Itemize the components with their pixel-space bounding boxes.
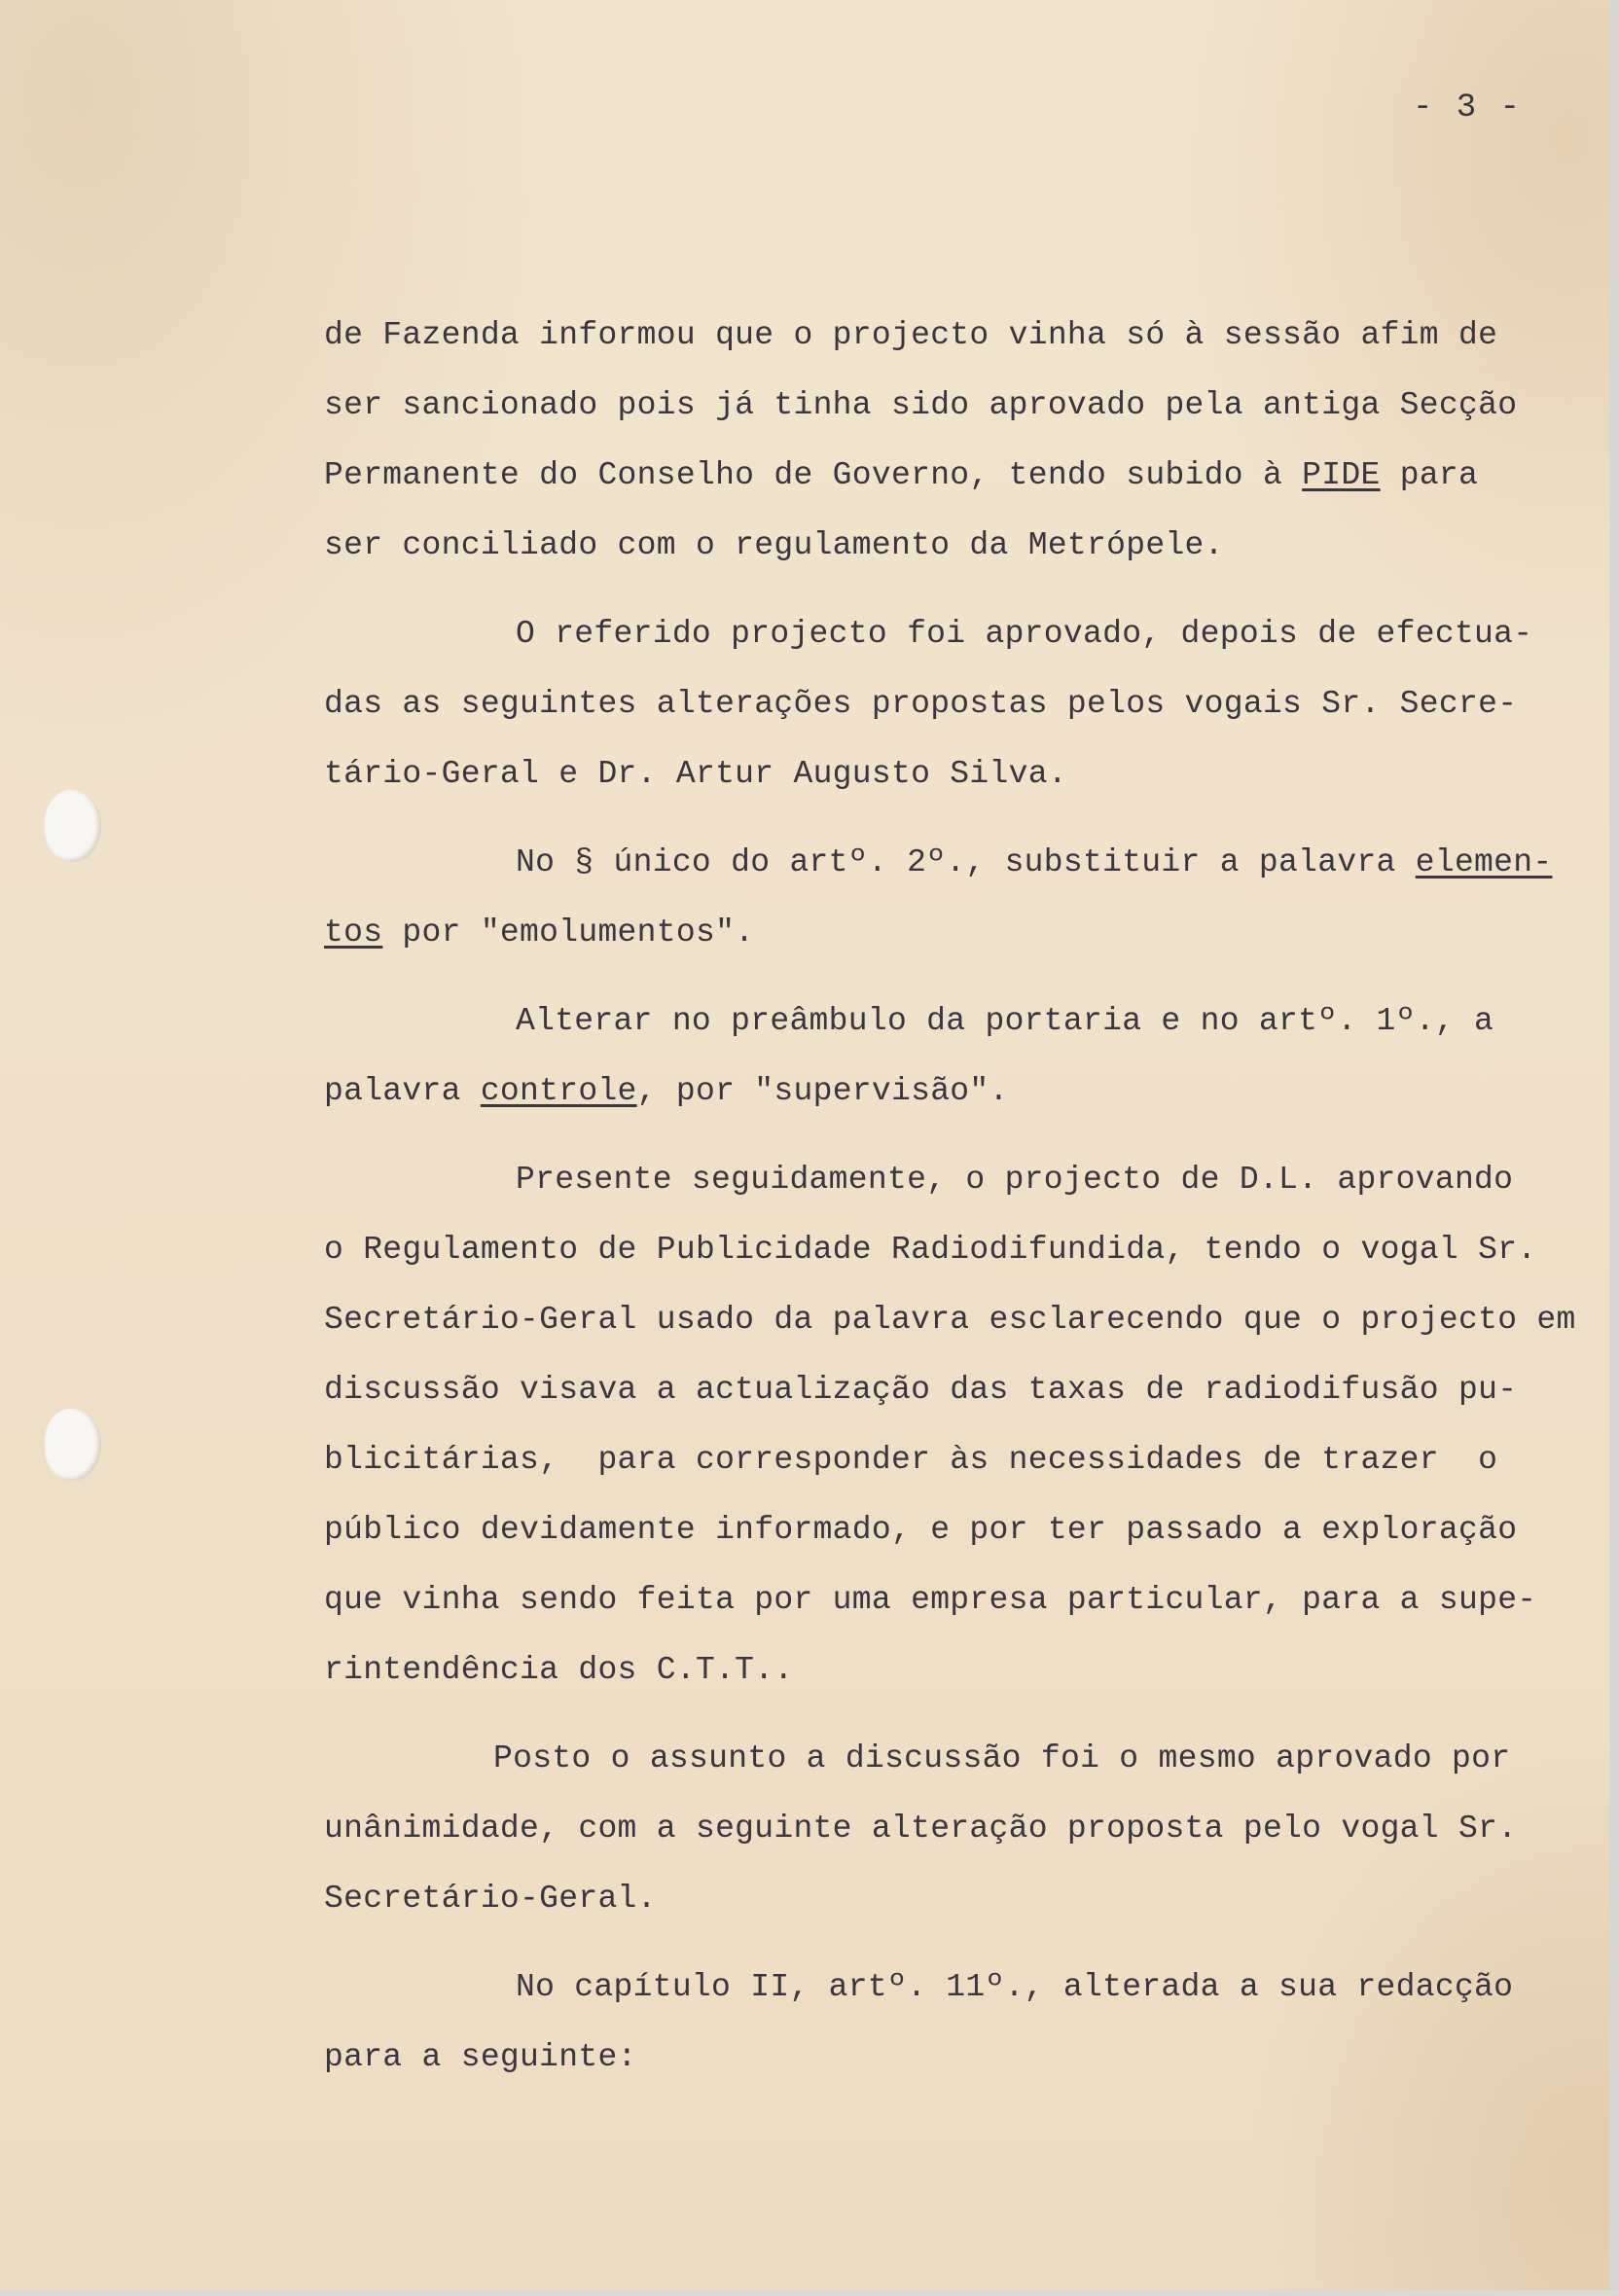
- paragraph-start-line: O referido projecto foi aprovado, depois de efectua-: [516, 616, 1533, 652]
- page-edge: [1609, 0, 1619, 2296]
- page-number: - 3 -: [1413, 90, 1523, 126]
- paragraph-start-line: Presente seguidamente, o projecto de D.L. aprovando: [516, 1162, 1514, 1198]
- text-line: [324, 914, 754, 952]
- underlined-word: tos: [324, 915, 383, 951]
- text-line: [324, 456, 1478, 495]
- punch-hole-bottom: [45, 1409, 101, 1481]
- text-line: Secretário-Geral usado da palavra esclarecendo que o projecto em: [324, 1302, 1576, 1338]
- text-line: ser sancionado pois já tinha sido aprovado pela antiga Secção: [324, 387, 1518, 423]
- text-line: público devidamente informado, e por ter passado a exploração: [324, 1512, 1518, 1548]
- text-line: de Fazenda informou que o projecto vinha só à sessão afim de: [324, 317, 1498, 353]
- text-line: tário-Geral e Dr. Artur Augusto Silva.: [324, 756, 1067, 792]
- underlined-word: controle: [480, 1073, 637, 1109]
- text-line: rintendência dos C.T.T..: [324, 1652, 794, 1688]
- text-line: para a seguinte:: [324, 2039, 637, 2075]
- text-segment: , por "supervisão".: [636, 1073, 1009, 1109]
- underlined-word: PIDE: [1302, 457, 1381, 493]
- paragraph-start-line: No capítulo II, artº. 11º., alterada a sua redacção: [516, 1969, 1514, 2005]
- paragraph-start-line: Posto o assunto a discussão foi o mesmo aprovado por: [493, 1740, 1511, 1776]
- text-line: Secretário-Geral.: [324, 1881, 657, 1917]
- text-line: das as seguintes alterações propostas pelos vogais Sr. Secre-: [324, 686, 1518, 722]
- text-line: ser conciliado com o regulamento da Metrópele.: [324, 527, 1224, 563]
- paragraph-start-line: Alterar no preâmbulo da portaria e no artº. 1º., a: [516, 1003, 1494, 1039]
- text-line: [324, 1072, 1009, 1111]
- text-segment: No § único do artº. 2º., substituir a palavra: [516, 844, 1416, 880]
- text-line: unânimidade, com a seguinte alteração proposta pelo vogal Sr.: [324, 1811, 1518, 1847]
- page-edge-bottom: [0, 2290, 1619, 2296]
- text-segment: para: [1380, 457, 1479, 493]
- text-line: discussão visava a actualização das taxas de radiodifusão pu-: [324, 1372, 1518, 1408]
- text-line: blicitárias, para corresponder às necessidades de trazer o: [324, 1442, 1498, 1478]
- punch-hole-top: [45, 790, 101, 862]
- text-line: que vinha sendo feita por uma empresa particular, para a supe-: [324, 1582, 1537, 1618]
- text-segment: palavra: [324, 1073, 481, 1109]
- paragraph-start-line: [516, 843, 1552, 882]
- text-line: o Regulamento de Publicidade Radiodifundida, tendo o vogal Sr.: [324, 1232, 1537, 1268]
- text-segment: Permanente do Conselho de Governo, tendo subido à: [324, 457, 1303, 493]
- text-segment: por "emolumentos".: [382, 915, 755, 951]
- underlined-word: elemen-: [1415, 844, 1553, 880]
